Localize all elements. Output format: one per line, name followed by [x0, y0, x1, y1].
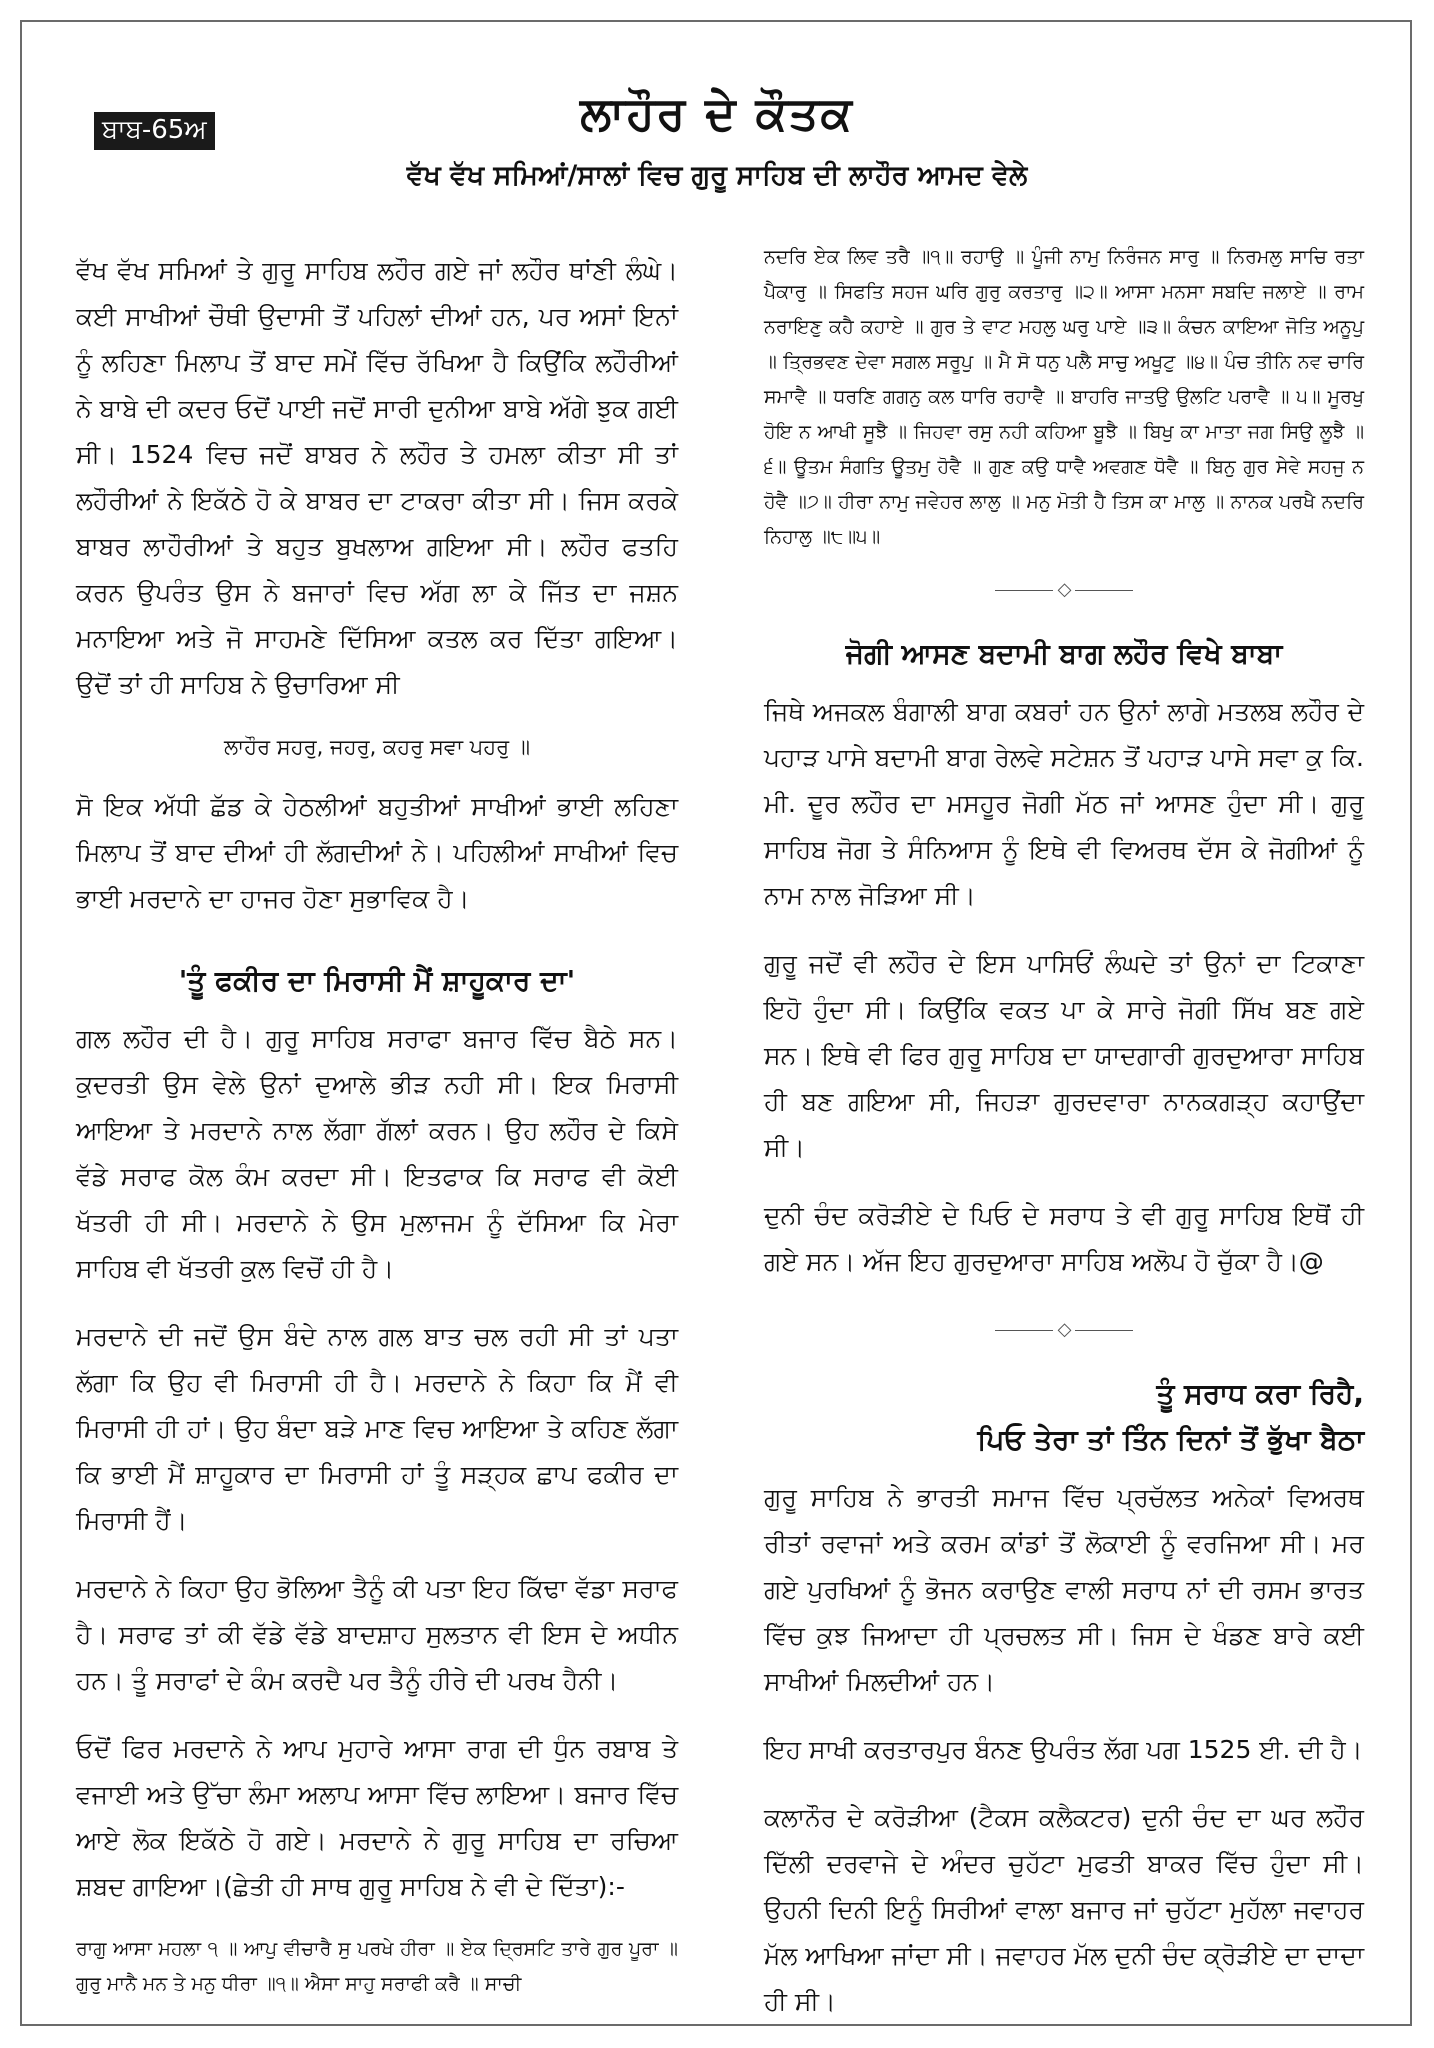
paragraph-date: ਇਹ ਸਾਖੀ ਕਰਤਾਰਪੁਰ ਬੰਨਣ ਉਪਰੰਤ ਲੱਗ ਪਗ 1525 ਈ. ਦੀ ਹੈ।: [764, 1735, 1363, 1764]
verse-lahore: ਲਾਹੌਰ ਸਹਰੁ, ਜਹਰੁ, ਕਹਰੁ ਸਵਾ ਪਹਰੁ ॥: [223, 735, 531, 759]
paragraph-nanakgarh: ਗੁਰੂ ਜਦੋਂ ਵੀ ਲਹੌਰ ਦੇ ਇਸ ਪਾਸਿਓਂ ਲੰਘਦੇ ਤਾਂ ਉਨਾਂ ਦਾ ਟਿਕਾਣਾ ਇਹੋ ਹੁੰਦਾ ਸੀ। ਕਿਉਂਕਿ ਵਕਤ ਪਾ ਕੇ ਸਾਰੇ ਜੋਗੀ ਸਿੱਖ ਬਣ ਗਏ ਸਨ। ਇਥੇ ਵੀ ਫਿਰ ਗੁਰੂ ਸਾਹਿਬ ਦਾ ਯਾਦਗਾਰੀ ਗੁਰਦੁਆਰਾ ਸਾਹਿਬ ਹੀ ਬਣ ਗਇਆ ਸੀ, ਜਿਹੜਾ ਗੁਰਦਵਾਰਾ ਨਾਨਕਗੜ੍ਹ ਕਹਾਉਂਦਾ ਸੀ।: [764, 949, 1364, 1162]
section-heading-jogi: ਜੋਗੀ ਆਸਣ ਬਦਾਮੀ ਬਾਗ ਲਹੌਰ ਵਿਖੇ ਬਾਬਾ: [845, 637, 1283, 670]
paragraph-kalanaur: ਕਲਾਨੌਰ ਦੇ ਕਰੋੜੀਆ (ਟੈਕਸ ਕਲੈਕਟਰ) ਦੁਨੀ ਚੰਦ ਦਾ ਘਰ ਲਹੌਰ ਦਿੱਲੀ ਦਰਵਾਜੇ ਦੇ ਅੰਦਰ ਚੁਹੱਟਾ ਮੁਫਤੀ ਬਾਕਰ ਵਿੱਚ ਹੁੰਦਾ ਸੀ। ਉਹਨੀ ਦਿਨੀ ਇਨੂੰ ਸਿਰੀਆਂ ਵਾਲਾ ਬਜਾਰ ਜਾਂ ਚੁਹੱਟਾ ਮੁਹੱਲਾ ਜਵਾਹਰ ਮੱਲ ਆਖਿਆ ਜਾਂਦਾ ਸੀ। ਜਵਾਹਰ ਮੱਲ ਦੁਨੀ ਚੰਦ ਕ੍ਰੋੜੀਏ ਦਾ ਦਾਦਾ ਹੀ ਸੀ।: [764, 1803, 1364, 2016]
page-subtitle: ਵੱਖ ਵੱਖ ਸਮਿਆਂ/ਸਾਲਾਂ ਵਿਚ ਗੁਰੂ ਸਾਹਿਬ ਦੀ ਲਾਹੌਰ ਆਮਦ ਵੇਲੇ: [406, 160, 1028, 191]
paragraph-asa-raag: ਓਦੋਂ ਫਿਰ ਮਰਦਾਨੇ ਨੇ ਆਪ ਮੁਹਾਰੇ ਆਸਾ ਰਾਗ ਦੀ ਧੁੰਨ ਰਬਾਬ ਤੇ ਵਜਾਈ ਅਤੇ ਉੱਚਾ ਲੰਮਾ ਅਲਾਪ ਆਸਾ ਵਿੱਚ ਲਾਇਆ। ਬਜਾਰ ਵਿੱਚ ਆਏ ਲੋਕ ਇਕੱਠੇ ਹੋ ਗਏ। ਮਰਦਾਨੇ ਨੇ ਗੁਰੂ ਸਾਹਿਬ ਦਾ ਰਚਿਆ ਸ਼ਬਦ ਗਾਇਆ।(ਛੇਤੀ ਹੀ ਸਾਥ ਗੁਰੂ ਸਾਹਿਬ ਨੇ ਵੀ ਦੇ ਦਿੱਤਾ):-: [76, 1734, 678, 1901]
page-title: ਲਾਹੌਰ ਦੇ ਕੌਤਕ: [580, 86, 854, 140]
section-divider: ◇: [764, 1307, 1364, 1353]
paragraph-rituals: ਗੁਰੂ ਸਾਹਿਬ ਨੇ ਭਾਰਤੀ ਸਮਾਜ ਵਿੱਚ ਪ੍ਰਚੱਲਤ ਅਨੇਕਾਂ ਵਿਅਰਥ ਰੀਤਾਂ ਰਵਾਜਾਂ ਅਤੇ ਕਰਮ ਕਾਂਡਾਂ ਤੋਂ ਲੋਕਾਈ ਨੂੰ ਵਰਜਿਆ ਸੀ। ਮਰ ਗਏ ਪੁਰਖਿਆਂ ਨੂੰ ਭੋਜਨ ਕਰਾਉਣ ਵਾਲੀ ਸਰਾਧ ਨਾਂ ਦੀ ਰਸਮ ਭਾਰਤ ਵਿੱਚ ਕੁਝ ਜਿਆਦਾ ਹੀ ਪ੍ਰਚਲਤ ਸੀ। ਜਿਸ ਦੇ ਖੰਡਣ ਬਾਰੇ ਕਈ ਸਾਖੀਆਂ ਮਿਲਦੀਆਂ ਹਨ।: [764, 1483, 1364, 1696]
section-heading-saradh-line2: ਪਿਓ ਤੇਰਾ ਤਾਂ ਤਿੰਨ ਦਿਨਾਂ ਤੋਂ ਭੁੱਖਾ ਬੈਠਾ: [977, 1423, 1364, 1456]
paragraph-duni-chand: ਦੁਨੀ ਚੰਦ ਕਰੋੜੀਏ ਦੇ ਪਿਓ ਦੇ ਸਰਾਧ ਤੇ ਵੀ ਗੁਰੂ ਸਾਹਿਬ ਇਥੋਂ ਹੀ ਗਏ ਸਨ। ਅੱਜ ਇਹ ਗੁਰਦੁਆਰਾ ਸਾਹਿਬ ਅਲੋਪ ਹੋ ਚੁੱਕਾ ਹੈ।@: [764, 1201, 1364, 1276]
paragraph-jogi-math: ਜਿਥੇ ਅਜਕਲ ਬੰਗਾਲੀ ਬਾਗ ਕਬਰਾਂ ਹਨ ਉਨਾਂ ਲਾਗੇ ਮਤਲਬ ਲਹੌਰ ਦੇ ਪਹਾੜ ਪਾਸੇ ਬਦਾਮੀ ਬਾਗ ਰੇਲਵੇ ਸਟੇਸ਼ਨ ਤੋਂ ਪਹਾੜ ਪਾਸੇ ਸਵਾ ਕੁ ਕਿ. ਮੀ. ਦੂਰ ਲਹੌਰ ਦਾ ਮਸਹੂਰ ਜੋਗੀ ਮੱਠ ਜਾਂ ਆਸਣ ਹੁੰਦਾ ਸੀ। ਗੁਰੂ ਸਾਹਿਬ ਜੋਗ ਤੇ ਸੰਨਿਆਸ ਨੂੰ ਇਥੇ ਵੀ ਵਿਅਰਥ ਦੱਸ ਕੇ ਜੋਗੀਆਂ ਨੂੰ ਨਾਮ ਨਾਲ ਜੋੜਿਆ ਸੀ।: [764, 697, 1364, 910]
paragraph-mirasi: ਮਰਦਾਨੇ ਦੀ ਜਦੋਂ ਉਸ ਬੰਦੇ ਨਾਲ ਗਲ ਬਾਤ ਚਲ ਰਹੀ ਸੀ ਤਾਂ ਪਤਾ ਲੱਗਾ ਕਿ ਉਹ ਵੀ ਮਿਰਾਸੀ ਹੀ ਹੈ। ਮਰਦਾਨੇ ਨੇ ਕਿਹਾ ਕਿ ਮੈਂ ਵੀ ਮਿਰਾਸੀ ਹੀ ਹਾਂ। ਉਹ ਬੰਦਾ ਬੜੇ ਮਾਣ ਵਿਚ ਆਇਆ ਤੇ ਕਹਿਣ ਲੱਗਾ ਕਿ ਭਾਈ ਮੈਂ ਸ਼ਾਹੂਕਾਰ ਦਾ ਮਿਰਾਸੀ ਹਾਂ ਤੂੰ ਸੜ੍ਹਕ ਛਾਪ ਫਕੀਰ ਦਾ ਮਿਰਾਸੀ ਹੈਂ।: [76, 1322, 678, 1535]
paragraph-note: ਸੋ ਇਕ ਅੱਧੀ ਛੱਡ ਕੇ ਹੇਠਲੀਆਂ ਬਹੁਤੀਆਂ ਸਾਖੀਆਂ ਭਾਈ ਲਹਿਣਾ ਮਿਲਾਪ ਤੋਂ ਬਾਦ ਦੀਆਂ ਹੀ ਲੱਗਦੀਆਂ ਨੇ। ਪਹਿਲੀਆਂ ਸਾਖੀਆਂ ਵਿਚ ਭਾਈ ਮਰਦਾਨੇ ਦਾ ਹਾਜਰ ਹੋਣਾ ਸੁਭਾਵਿਕ ਹੈ।: [76, 792, 678, 913]
right-column: [764, 240, 1364, 2047]
verse-asa-continued: ਨਦਰਿ ਏਕ ਲਿਵ ਤਰੈ ॥੧॥ ਰਹਾਉ ॥ ਪੂੰਜੀ ਨਾਮੁ ਨਿਰੰਜਨ ਸਾਰੁ ॥ ਨਿਰਮਲੁ ਸਾਚਿ ਰਤਾ ਪੈਕਾਰੁ ॥ ਸਿਫਤਿ ਸਹਜ ਘਰਿ ਗੁਰੁ ਕਰਤਾਰੁ ॥੨॥ ਆਸਾ ਮਨਸਾ ਸਬਦਿ ਜਲਾਏ ॥ ਰਾਮ ਨਰਾਇਣੁ ਕਹੈ ਕਹਾਏ ॥ ਗੁਰ ਤੇ ਵਾਟ ਮਹਲੁ ਘਰੁ ਪਾਏ ॥੩॥ ਕੰਚਨ ਕਾਇਆ ਜੋਤਿ ਅਨੂਪੁ ॥ ਤ੍ਰਿਭਵਣ ਦੇਵਾ ਸਗਲ ਸਰੂਪੁ ॥ ਮੈ ਸੋ ਧਨੁ ਪਲੈ ਸਾਚੁ ਅਖੂਟੁ ॥੪॥ ਪੰਚ ਤੀਨਿ ਨਵ ਚਾਰਿ ਸਮਾਵੈ ॥ ਧਰਣਿ ਗਗਨੁ ਕਲ ਧਾਰਿ ਰਹਾਵੈ ॥ ਬਾਹਰਿ ਜਾਤਉ ਉਲਟਿ ਪਰਾਵੈ ॥ ੫॥ ਮੂਰਖੁ ਹੋਇ ਨ ਆਖੀ ਸੂਝੈ ॥ ਜਿਹਵਾ ਰਸੁ ਨਹੀ ਕਹਿਆ ਬੂਝੈ ॥ ਬਿਖੁ ਕਾ ਮਾਤਾ ਜਗ ਸਿਉ ਲੂਝੈ ॥੬॥ ਊਤਮ ਸੰਗਤਿ ਊਤਮੁ ਹੋਵੈ ॥ ਗੁਣ ਕਉ ਧਾਵੈ ਅਵਗਣ ਧੋਵੈ ॥ ਬਿਨੁ ਗੁਰ ਸੇਵੇ ਸਹਜੁ ਨ ਹੋਵੈ ॥੭॥ ਹੀਰਾ ਨਾਮੁ ਜਵੇਹਰ ਲਾਲੁ ॥ ਮਨੁ ਮੋਤੀ ਹੈ ਤਿਸ ਕਾ ਮਾਲੁ ॥ ਨਾਨਕ ਪਰਖੈ ਨਦਰਿ ਨਿਹਾਲੁ ॥੮॥੫॥: [764, 246, 1364, 548]
section-heading-fakir: 'ਤੂੰ ਫਕੀਰ ਦਾ ਮਿਰਾਸੀ ਮੈਂ ਸ਼ਾਹੂਕਾਰ ਦਾ': [178, 964, 576, 997]
section-heading-saradh-line1: ਤੂੰ ਸਰਾਧ ਕਰਾ ਰਿਹੈ,: [1156, 1377, 1364, 1410]
paragraph-intro: ਵੱਖ ਵੱਖ ਸਮਿਆਂ ਤੇ ਗੁਰੂ ਸਾਹਿਬ ਲਹੌਰ ਗਏ ਜਾਂ ਲਹੌਰ ਥਾਂਣੀ ਲੰਘੇ। ਕਈ ਸਾਖੀਆਂ ਚੌਥੀ ਉਦਾਸੀ ਤੋਂ ਪਹਿਲਾਂ ਦੀਆਂ ਹਨ, ਪਰ ਅਸਾਂ ਇਨਾਂ ਨੂੰ ਲਹਿਣਾ ਮਿਲਾਪ ਤੋਂ ਬਾਦ ਸਮੇਂ ਵਿੱਚ ਰੱਖਿਆ ਹੈ ਕਿਉਂਕਿ ਲਹੌਰੀਆਂ ਨੇ ਬਾਬੇ ਦੀ ਕਦਰ ਓਦੋਂ ਪਾਈ ਜਦੋਂ ਸਾਰੀ ਦੁਨੀਆ ਬਾਬੇ ਅੱਗੇ ਝੁਕ ਗਈ ਸੀ। 1524 ਵਿਚ ਜਦੋਂ ਬਾਬਰ ਨੇ ਲਹੌਰ ਤੇ ਹਮਲਾ ਕੀਤਾ ਸੀ ਤਾਂ ਲਹੌਰੀਆਂ ਨੇ ਇਕੱਠੇ ਹੋ ਕੇ ਬਾਬਰ ਦਾ ਟਾਕਰਾ ਕੀਤਾ ਸੀ। ਜਿਸ ਕਰਕੇ ਬਾਬਰ ਲਾਹੌਰੀਆਂ ਤੇ ਬਹੁਤ ਬੁਖਲਾਅ ਗਇਆ ਸੀ। ਲਹੌਰ ਫਤਹਿ ਕਰਨ ਉਪਰੰਤ ਉਸ ਨੇ ਬਜਾਰਾਂ ਵਿਚ ਅੱਗ ਲਾ ਕੇ ਜਿੱਤ ਦਾ ਜਸ਼ਨ ਮਨਾਇਆ ਅਤੇ ਜੋ ਸਾਹਮਣੇ ਦਿੱਸਿਆ ਕਤਲ ਕਰ ਦਿੱਤਾ ਗਇਆ। ਉਦੋਂ ਤਾਂ ਹੀ ਸਾਹਿਬ ਨੇ ਉਚਾਰਿਆ ਸੀ: [76, 256, 678, 699]
chapter-badge: ਬਾਬ-65ਅ: [94, 112, 215, 150]
paragraph-saraf: ਗਲ ਲਹੌਰ ਦੀ ਹੈ। ਗੁਰੂ ਸਾਹਿਬ ਸਰਾਫਾ ਬਜਾਰ ਵਿੱਚ ਬੈਠੇ ਸਨ। ਕੁਦਰਤੀ ਉਸ ਵੇਲੇ ਉਨਾਂ ਦੁਆਲੇ ਭੀੜ ਨਹੀ ਸੀ। ਇਕ ਮਿਰਾਸੀ ਆਇਆ ਤੇ ਮਰਦਾਨੇ ਨਾਲ ਲੱਗਾ ਗੱਲਾਂ ਕਰਨ। ਉਹ ਲਹੌਰ ਦੇ ਕਿਸੇ ਵੱਡੇ ਸਰਾਫ ਕੋਲ ਕੰਮ ਕਰਦਾ ਸੀ। ਇਤਫਾਕ ਕਿ ਸਰਾਫ ਵੀ ਕੋਈ ਖੱਤਰੀ ਹੀ ਸੀ। ਮਰਦਾਨੇ ਨੇ ਉਸ ਮੁਲਾਜਮ ਨੂੰ ਦੱਸਿਆ ਕਿ ਮੇਰਾ ਸਾਹਿਬ ਵੀ ਖੱਤਰੀ ਕੁਲ ਵਿਚੋਂ ਹੀ ਹੈ।: [76, 1024, 678, 1283]
left-column: [76, 248, 678, 2002]
paragraph-mardana-reply: ਮਰਦਾਨੇ ਨੇ ਕਿਹਾ ਉਹ ਭੋਲਿਆ ਤੈਨੂੰ ਕੀ ਪਤਾ ਇਹ ਕਿੱਢਾ ਵੱਡਾ ਸਰਾਫ ਹੈ। ਸਰਾਫ ਤਾਂ ਕੀ ਵੱਡੇ ਵੱਡੇ ਬਾਦਸ਼ਾਹ ਸੁਲਤਾਨ ਵੀ ਇਸ ਦੇ ਅਧੀਨ ਹਨ। ਤੂੰ ਸਰਾਫਾਂ ਦੇ ਕੰਮ ਕਰਦੈ ਪਰ ਤੈਨੂੰ ਹੀਰੇ ਦੀ ਪਰਖ ਹੈਨੀ।: [76, 1574, 678, 1695]
verse-asa-start: ਰਾਗੁ ਆਸਾ ਮਹਲਾ ੧ ॥ ਆਪੁ ਵੀਚਾਰੈ ਸੁ ਪਰਖੇ ਹੀਰਾ ॥ ਏਕ ਦ੍ਰਿਸਟਿ ਤਾਰੇ ਗੁਰ ਪੂਰਾ ॥ ਗੁਰੁ ਮਾਨੈ ਮਨ ਤੇ ਮਨੁ ਧੀਰਾ ॥੧॥ ਐਸਾ ਸਾਹੁ ਸਰਾਫੀ ਕਰੈ ॥ ਸਾਚੀ: [76, 1938, 678, 1995]
section-divider: ◇: [764, 567, 1364, 613]
